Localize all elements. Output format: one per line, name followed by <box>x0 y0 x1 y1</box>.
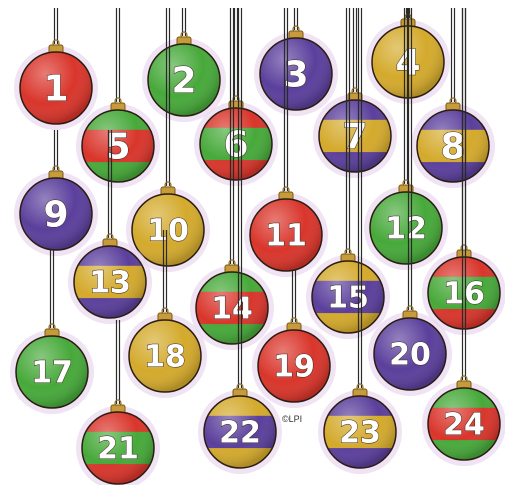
ornament-number: 20 <box>389 337 431 373</box>
ornament-number: 8 <box>440 126 466 168</box>
ornament-number: 24 <box>443 407 485 443</box>
ornament-3[interactable] <box>254 8 338 116</box>
ornament-number: 19 <box>273 349 315 385</box>
ornament-number: 14 <box>211 291 253 327</box>
ornament-number: 6 <box>223 124 249 166</box>
ornament-number: 1 <box>43 68 69 110</box>
ornament-number: 12 <box>385 211 427 247</box>
copyright-notice: ©LPI <box>282 414 303 424</box>
ornament-number: 18 <box>144 339 186 375</box>
ornament-number: 17 <box>31 355 73 391</box>
ornament-number: 15 <box>327 280 369 316</box>
ornament-2[interactable] <box>142 8 226 122</box>
ornament-number: 13 <box>89 265 131 301</box>
ornament-1[interactable] <box>14 8 98 130</box>
ornament-number: 4 <box>395 42 421 84</box>
ornament-number: 16 <box>443 276 485 312</box>
ornament-number: 10 <box>147 213 189 249</box>
ornament-number: 23 <box>339 415 381 451</box>
ornament-number: 9 <box>43 194 69 236</box>
ornament-number: 21 <box>97 431 139 467</box>
ornament-number: 2 <box>171 60 197 102</box>
ornament-number: 5 <box>105 126 131 168</box>
ornament-number: 11 <box>265 218 307 254</box>
ornament-number: 7 <box>342 116 368 158</box>
ornament-number: 22 <box>219 415 261 451</box>
ornament-number: 3 <box>283 54 309 96</box>
